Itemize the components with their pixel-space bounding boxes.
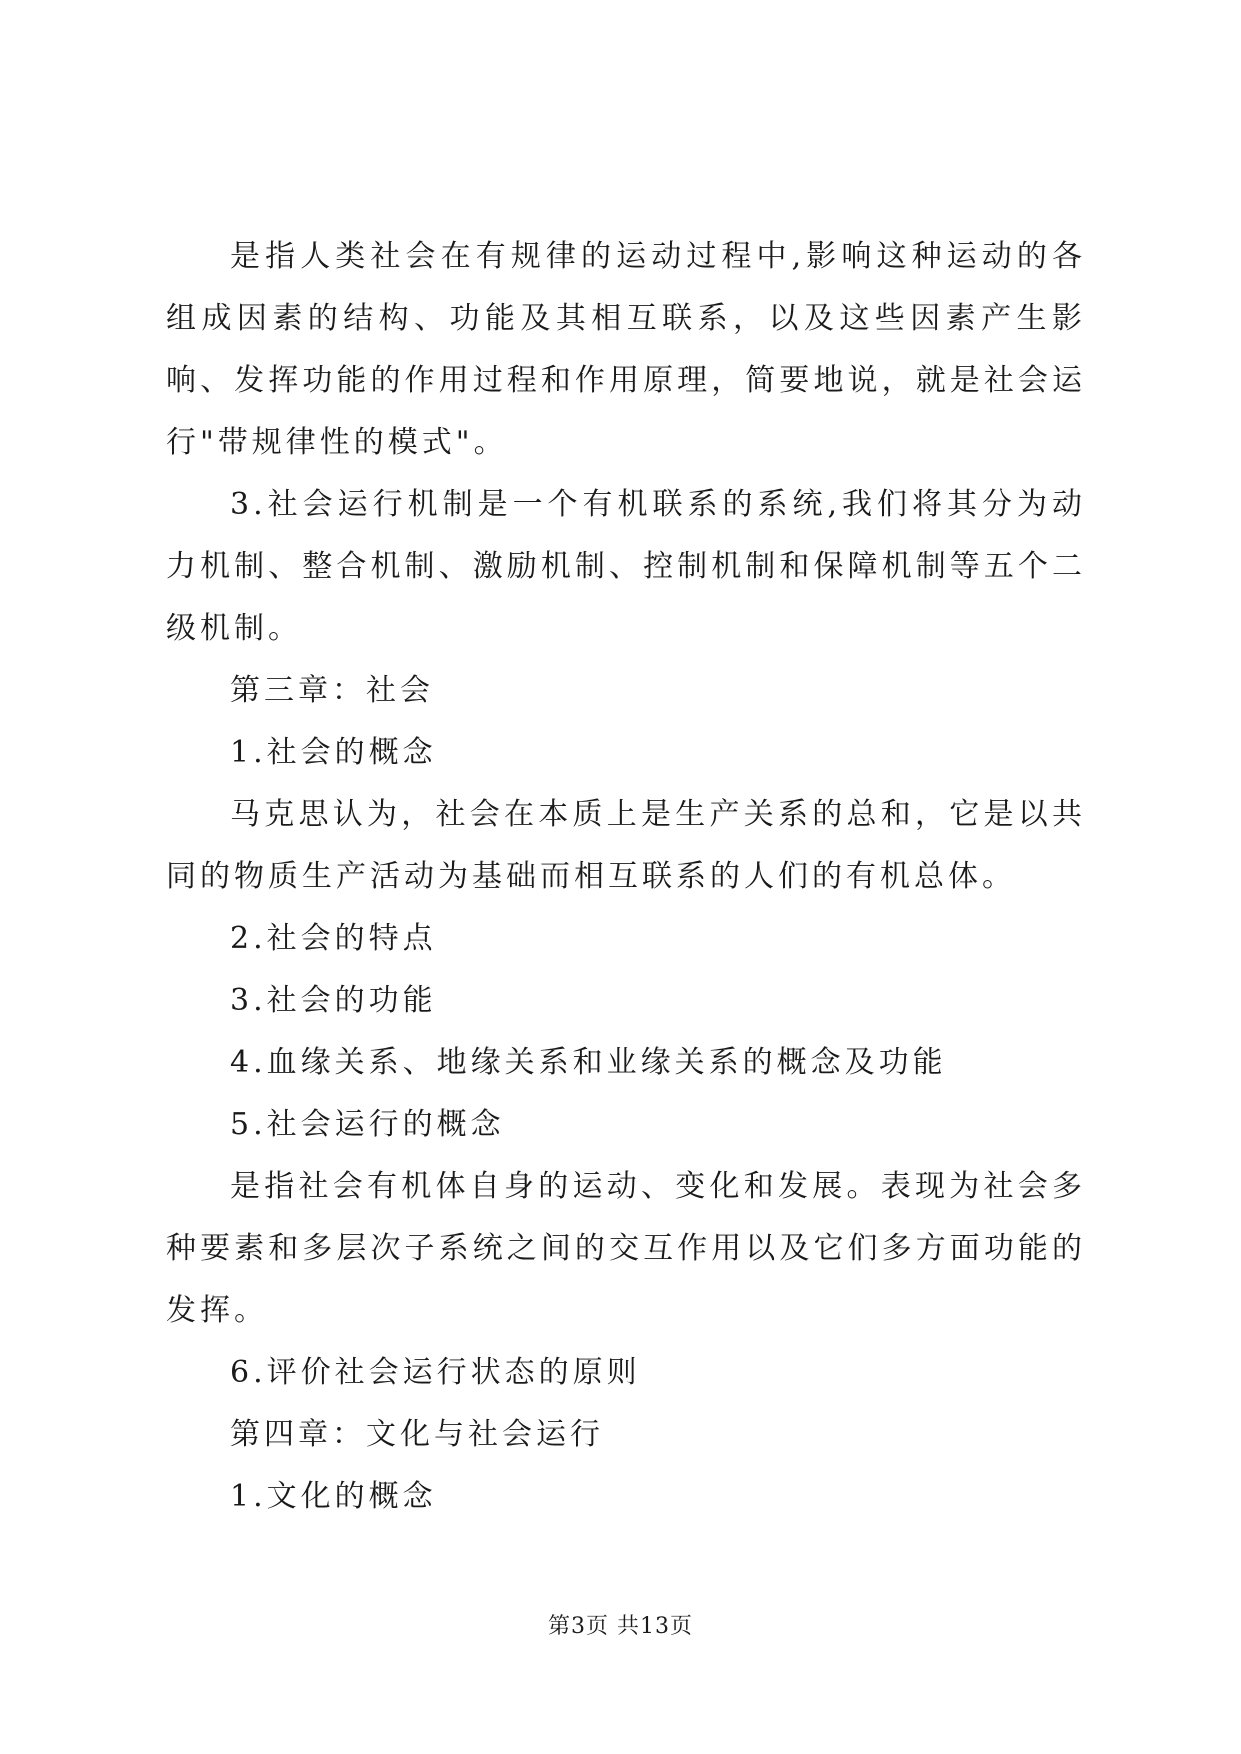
section-heading-evaluation-principles: 6.评价社会运行状态的原则	[230, 1355, 641, 1390]
section-heading-society-functions: 3.社会的功能	[230, 983, 437, 1018]
page-footer: 第3页 共13页	[548, 1614, 693, 1639]
paragraph-mechanism-system: 3.社会运行机制是一个有机联系的系统,我们将其分为动力机制、整合机制、激励机制、控制机制和保障机制等五个二级机制。	[166, 487, 1086, 646]
paragraph-operation-definition: 是指社会有机体自身的运动、变化和发展。表现为社会多种要素和多层次子系统之间的交互作用以及它们多方面功能的发挥。	[166, 1169, 1086, 1328]
section-heading-operation-concept: 5.社会运行的概念	[230, 1107, 505, 1142]
section-heading-culture-concept: 1.文化的概念	[230, 1479, 437, 1514]
section-heading-relations: 4.血缘关系、地缘关系和业缘关系的概念及功能	[230, 1045, 947, 1080]
paragraph-mechanism-definition: 是指人类社会在有规律的运动过程中,影响这种运动的各组成因素的结构、功能及其相互联系，以及这些因素产生影响、发挥功能的作用过程和作用原理，简要地说，就是社会运行"带规律性的模式"。	[166, 239, 1086, 460]
chapter-heading-3: 第三章：社会	[230, 673, 434, 708]
chapter-heading-4: 第四章：文化与社会运行	[230, 1417, 604, 1452]
paragraph-marx-society: 马克思认为，社会在本质上是生产关系的总和，它是以共同的物质生产活动为基础而相互联系的人们的有机总体。	[166, 797, 1086, 894]
section-heading-society-concept: 1.社会的概念	[230, 735, 437, 770]
section-heading-society-features: 2.社会的特点	[230, 921, 437, 956]
